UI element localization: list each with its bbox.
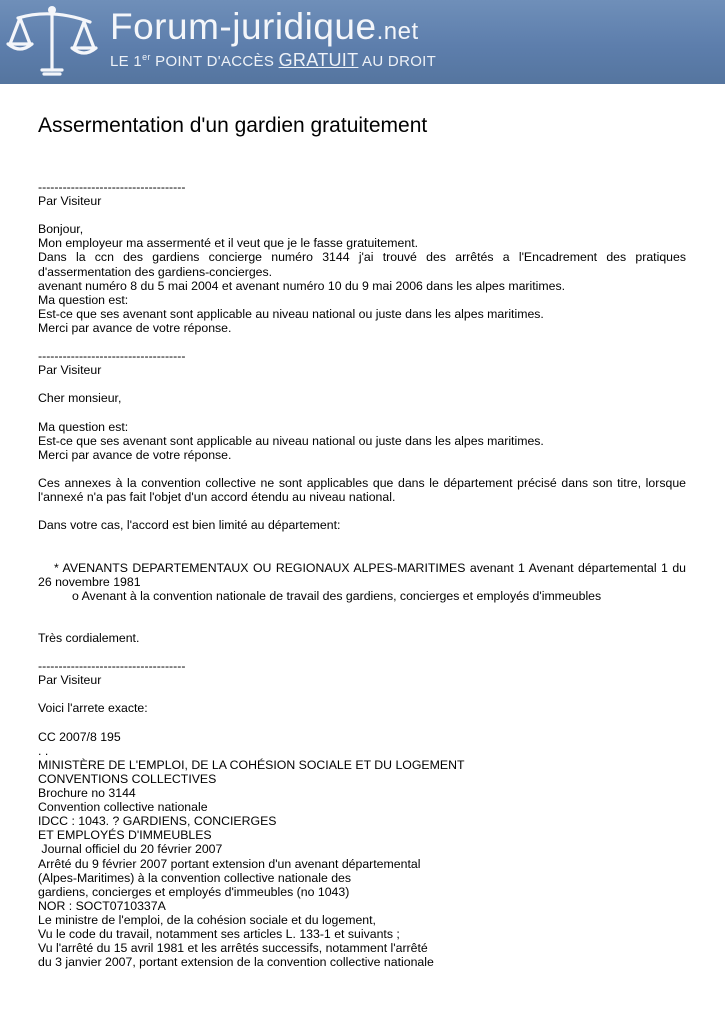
decree-line: Le ministre de l'emploi, de la cohésion sociale et du logement, (38, 912, 376, 927)
post-text: Est-ce que ses avenant sont applicable au niveau national ou juste dans les alpes maritimes. (38, 433, 544, 448)
post-text: Dans votre cas, l'accord est bien limité au département: (38, 518, 341, 533)
post-text: Est-ce que ses avenant sont applicable au niveau national ou juste dans les alpes maritimes. (38, 306, 544, 321)
tagline-free: GRATUIT (278, 50, 359, 70)
post-author: Par Visiteur (38, 673, 102, 688)
post-text: Cher monsieur, (38, 391, 122, 406)
decree-line: Vu l'arrêté du 15 avril 1981 et les arrêtés successifs, notamment l'arrêté (38, 941, 428, 956)
tagline-post: AU DROIT (358, 53, 437, 70)
decree-line: Brochure no 3144 (38, 786, 136, 801)
post-author: Par Visiteur (38, 194, 102, 209)
post-text: Ces annexes à la convention collective ne sont applicables que dans le département précisé dans son titre, lorsque l'annexé n'a pas fait l'objet d'un accord étendu au niveau national. (38, 475, 686, 505)
decree-line: IDCC : 1043. ? GARDIENS, CONCIERGES (38, 814, 277, 829)
decree-line: du 3 janvier 2007, portant extension de la convention collective nationale (38, 955, 434, 970)
post-text: . . (38, 743, 49, 758)
post-text: Voici l'arrete exacte: (38, 701, 148, 716)
post-text: Dans la ccn des gardiens concierge numéro 3144 j'ai trouvé des arrêtés a l'Encadrement des pratiques d'assermentation des gardiens-concierges. (38, 250, 686, 279)
decree-line: Convention collective nationale (38, 800, 208, 815)
brand-name: Forum-juridique (110, 6, 377, 47)
site-tagline (110, 50, 436, 71)
site-brand[interactable] (110, 6, 419, 48)
thread-content (38, 180, 686, 969)
page-title: Assermentation d'un gardien gratuitement (38, 114, 428, 137)
decree-line: NOR : SOCT0710337A (38, 898, 166, 913)
post-text: CC 2007/8 195 (38, 729, 121, 744)
post-separator: ------------------------------------ (38, 349, 186, 364)
post-text: Ma question est: (38, 292, 129, 307)
post-sub-bullet: o Avenant à la convention nationale de travail des gardiens, concierges et employés d'immeubles (72, 588, 602, 603)
decree-line: MINISTÈRE DE L'EMPLOI, DE LA COHÉSION SOCIALE ET DU LOGEMENT (38, 757, 465, 772)
post-separator: ------------------------------------ (38, 659, 186, 674)
post-author: Par Visiteur (38, 363, 102, 378)
tagline-mid: POINT D'ACCÈS (150, 53, 279, 70)
decree-line: gardiens, concierges et employés d'immeubles (no 1043) (38, 884, 350, 899)
scales-of-justice-icon (6, 4, 102, 80)
tagline-sup: er (142, 52, 151, 62)
site-banner (0, 0, 725, 84)
post-text: Ma question est: (38, 419, 129, 434)
brand-tld: .net (376, 18, 419, 45)
post-text: avenant numéro 8 du 5 mai 2004 et avenant numéro 10 du 9 mai 2006 dans les alpes maritimes. (38, 278, 566, 293)
post-bullet: * AVENANTS DEPARTEMENTAUX OU REGIONAUX ALPES-MARITIMES avenant 1 Avenant départemental 1 du 26 novembre 1981 (38, 560, 686, 589)
post-text: Mon employeur ma assermenté et il veut que je le fasse gratuitement. (38, 236, 419, 251)
decree-line: Vu le code du travail, notamment ses articles L. 133-1 et suivants ; (38, 926, 400, 941)
post-text: Très cordialement. (38, 631, 140, 645)
decree-text (38, 758, 686, 969)
decree-line: CONVENTIONS COLLECTIVES (38, 771, 217, 786)
post-text: Merci par avance de votre réponse. (38, 447, 232, 462)
decree-line: Journal officiel du 20 février 2007 (38, 842, 223, 857)
decree-line: ET EMPLOYÉS D'IMMEUBLES (38, 828, 212, 843)
decree-line: Arrêté du 9 février 2007 portant extension d'un avenant départemental (38, 856, 421, 871)
decree-line: (Alpes-Maritimes) à la convention collective nationale des (38, 870, 352, 885)
tagline-pre: LE 1 (110, 53, 143, 70)
post-separator: ------------------------------------ (38, 180, 186, 194)
post-text: Merci par avance de votre réponse. (38, 320, 232, 335)
post-text: Bonjour, (38, 222, 84, 237)
